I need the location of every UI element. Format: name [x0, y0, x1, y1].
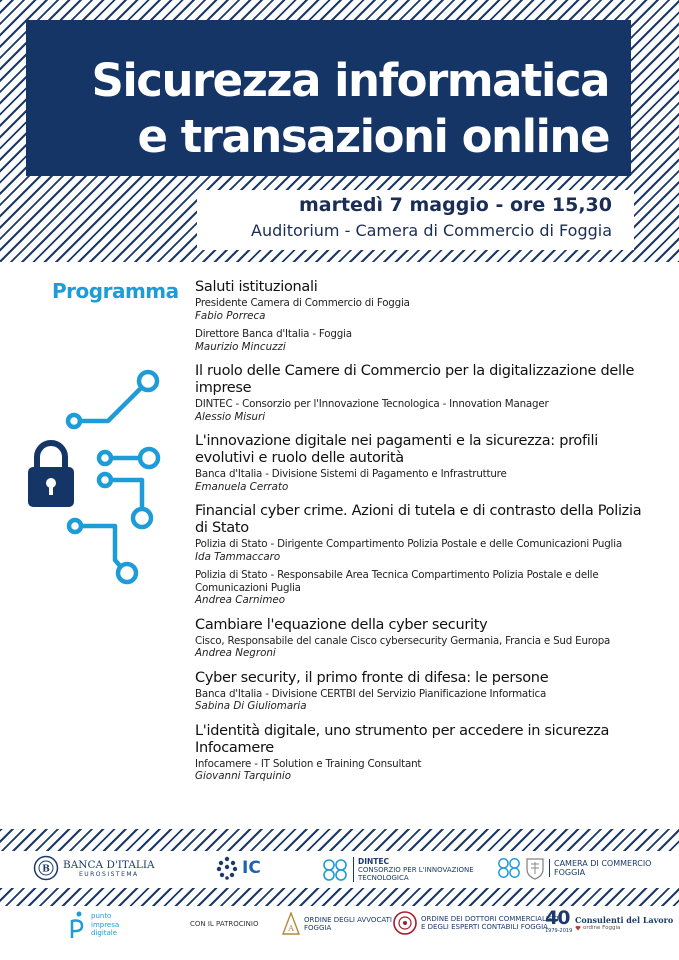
speaker-role: Polizia di Stato - Responsabile Area Tecnica Compartimento Polizia Postale e delle Comunicazioni Puglia	[195, 569, 599, 594]
speaker-role: Cisco, Responsabile del canale Cisco cybersecurity Germania, Francia e Sud Europa	[195, 634, 611, 647]
commercialisti-line-2: E DEGLI ESPERTI CONTABILI FOGGIA	[421, 923, 548, 931]
camera-commercio-logo	[497, 856, 651, 880]
divider-stripes	[0, 829, 679, 851]
camera-knot-icon	[497, 856, 521, 880]
pid-logo	[66, 910, 119, 940]
speaker	[195, 569, 655, 607]
agenda-item-title: Cambiare l'equazione della cyber security	[195, 616, 488, 633]
avvocati-line-1: ORDINE DEGLI AVVOCATI	[304, 916, 392, 924]
agenda-list	[195, 279, 655, 793]
programma-heading: Programma	[52, 279, 179, 303]
camera-crest-icon	[525, 856, 545, 880]
agenda-item	[195, 723, 655, 783]
speaker-name: Andrea Carnimeo	[195, 594, 286, 606]
speaker-name: Emanuela Cerrato	[195, 480, 289, 493]
dintec-sub-1: CONSORZIO PER L'INNOVAZIONE	[358, 866, 474, 874]
avvocati-line-2: FOGGIA	[304, 924, 332, 932]
banca-italia-logo	[33, 855, 155, 881]
pid-line-1: punto	[91, 912, 112, 921]
avvocati-crest-icon	[282, 912, 300, 936]
agenda-item	[195, 279, 655, 353]
speaker	[195, 688, 655, 713]
agenda-item	[195, 433, 655, 493]
dintec-name: DINTEC	[358, 857, 390, 866]
dintec-logo	[322, 857, 474, 882]
agenda-item-title: Saluti istituzionali	[195, 279, 318, 295]
camera-line-1: CAMERA DI COMMERCIO	[554, 859, 652, 868]
speaker	[195, 758, 655, 783]
pid-line-2: impresa	[91, 920, 120, 929]
ic-logo	[215, 855, 261, 881]
agenda-item-title: L'identità digitale, uno strumento per accedere in sicurezza Infocamere	[195, 722, 610, 756]
pid-line-3: digitale	[91, 929, 118, 938]
lock-icon	[28, 443, 74, 507]
pid-logo-icon	[66, 910, 88, 940]
title-line-2: e transazioni online	[137, 110, 609, 163]
circuit-lock-icon	[20, 358, 170, 598]
speaker	[195, 635, 655, 660]
speaker	[195, 297, 655, 322]
speaker-role: Direttore Banca d'Italia - Foggia	[195, 328, 352, 340]
commercialisti-logo	[393, 911, 559, 935]
speaker-role: DINTEC - Consorzio per l'Innovazione Tecnologica - Innovation Manager	[195, 398, 549, 410]
title-line-1: Sicurezza informatica	[91, 54, 609, 107]
agenda-item-title: Financial cyber crime. Azioni di tutela e di contrasto della Polizia di Stato	[195, 503, 642, 536]
speaker	[195, 538, 655, 563]
consulenti-lavoro-logo	[545, 909, 673, 937]
speaker	[195, 398, 655, 423]
cdl-years: 1979-2019	[545, 928, 573, 934]
ic-text: IC	[242, 858, 261, 878]
agenda-item	[195, 670, 655, 713]
ic-emblem-icon	[215, 855, 239, 881]
banca-italia-emblem-icon	[33, 855, 59, 881]
commercialisti-seal-icon	[393, 911, 417, 935]
agenda-item	[195, 617, 655, 660]
speaker-role: Polizia di Stato - Dirigente Compartimento Polizia Postale e delle Comunicazioni Puglia	[195, 538, 622, 550]
avvocati-logo	[282, 912, 392, 936]
speaker-name: Sabina Di Giuliomaria	[195, 700, 307, 712]
patrocinio-label: CON IL PATROCINIO	[190, 920, 259, 928]
divider-stripes-lower	[0, 888, 679, 906]
partner-logos	[0, 851, 679, 888]
agenda-item-title: Cyber security, il primo fronte di difesa: le persone	[195, 669, 549, 686]
event-venue: Auditorium - Camera di Commercio di Foggia	[251, 221, 612, 240]
svg-text:A: A	[288, 924, 294, 933]
patron-logos	[0, 906, 679, 960]
dintec-sub-2: TECNOLOGICA	[358, 874, 409, 882]
title-box	[26, 20, 631, 176]
date-box	[197, 190, 634, 250]
svg-text:B: B	[42, 864, 50, 875]
camera-line-2: FOGGIA	[554, 868, 586, 877]
speaker-role: Presidente Camera di Commercio di Foggia	[195, 297, 410, 309]
speaker	[195, 468, 655, 493]
speaker	[195, 328, 655, 353]
agenda-item-title: L'innovazione digitale nei pagamenti e la sicurezza: profili evolutivi e ruolo delle autorità	[195, 433, 598, 466]
speaker-name: Andrea Negroni	[195, 647, 276, 659]
agenda-item	[195, 503, 655, 607]
cdl-number: 40	[545, 907, 570, 929]
speaker-name: Alessio Misuri	[195, 410, 266, 423]
cdl-name: Consulenti del Lavoro	[575, 915, 674, 925]
speaker-name: Ida Tammaccaro	[195, 550, 281, 563]
speaker-name: Fabio Porreca	[195, 309, 266, 322]
banca-sub: EUROSISTEMA	[78, 870, 139, 878]
heart-icon	[575, 925, 581, 931]
banca-name: BANCA D'ITALIA	[63, 858, 155, 871]
speaker-role: Banca d'Italia - Divisione CERTBI del Servizio Pianificazione Informatica	[195, 687, 547, 700]
commercialisti-line-1: ORDINE DEI DOTTORI COMMERCIALISTI	[421, 915, 559, 923]
agenda-item	[195, 363, 655, 423]
speaker-role: Banca d'Italia - Divisione Sistemi di Pagamento e Infrastrutture	[195, 468, 507, 480]
dintec-knot-icon	[322, 858, 348, 882]
event-date: martedì 7 maggio - ore 15,30	[298, 194, 612, 216]
speaker-name: Giovanni Tarquinio	[195, 770, 292, 782]
agenda-item-title: Il ruolo delle Camere di Commercio per la digitalizzazione delle imprese	[195, 363, 635, 396]
cdl-sub: ordine Foggia	[583, 925, 621, 931]
speaker-name: Maurizio Mincuzzi	[195, 340, 286, 353]
speaker-role: Infocamere - IT Solution e Training Consultant	[195, 757, 422, 770]
